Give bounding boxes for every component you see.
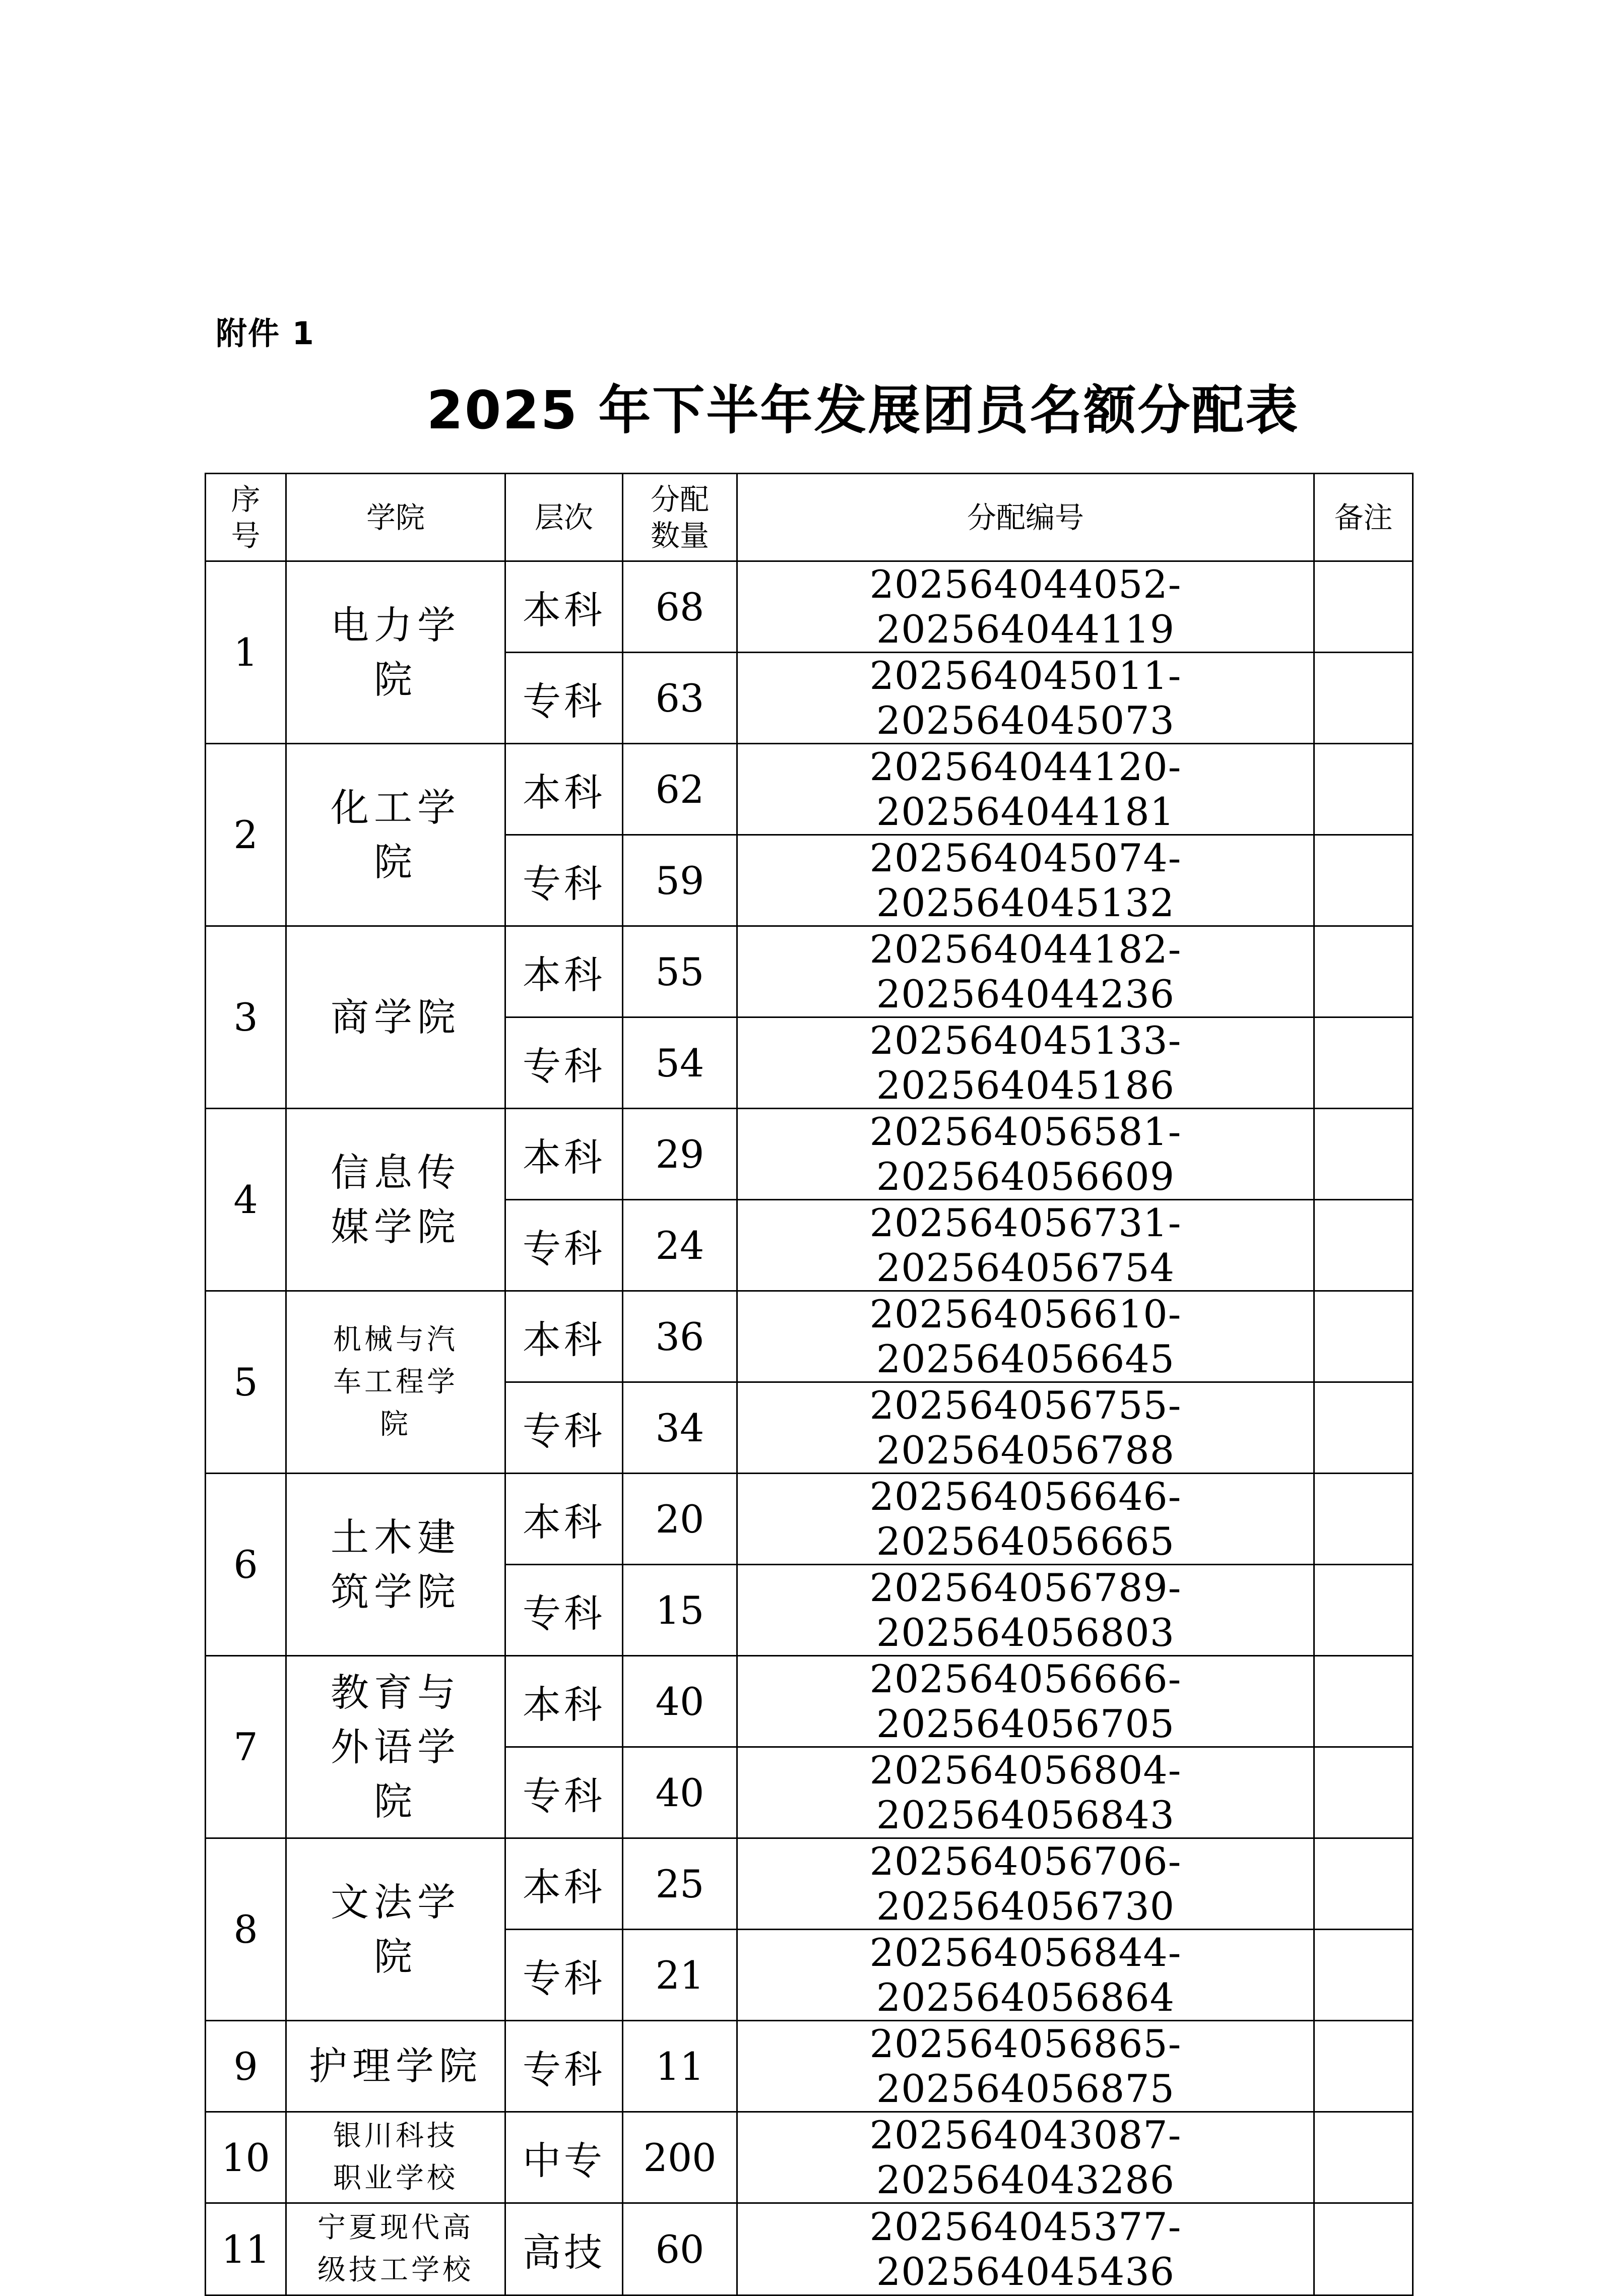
table-row <box>206 1656 1413 1747</box>
header-codes: 分配编号 <box>737 474 1314 561</box>
row-level: 本科 <box>505 926 623 1017</box>
row-level: 专科 <box>505 1747 623 1838</box>
row-level: 专科 <box>505 1930 623 2021</box>
header-college: 学院 <box>286 474 505 561</box>
allocation-table <box>205 473 1414 2296</box>
header-count: 分配数量 <box>623 474 737 561</box>
row-index: 9 <box>206 2021 286 2112</box>
row-count: 40 <box>623 1747 737 1838</box>
row-count: 60 <box>623 2203 737 2295</box>
row-index: 5 <box>206 1291 286 1474</box>
row-remark <box>1314 1109 1413 1200</box>
row-count: 62 <box>623 744 737 835</box>
table-row <box>206 926 1413 1017</box>
row-count: 59 <box>623 835 737 926</box>
row-remark <box>1314 653 1413 744</box>
row-level: 本科 <box>505 1109 623 1200</box>
table-row <box>206 2021 1413 2112</box>
row-remark <box>1314 1747 1413 1838</box>
row-codes: 202564045074-202564045132 <box>737 835 1314 926</box>
row-codes: 202564056755-202564056788 <box>737 1382 1314 1474</box>
row-codes: 202564056804-202564056843 <box>737 1747 1314 1838</box>
row-college: 土木建筑学院 <box>286 1474 505 1656</box>
row-index: 11 <box>206 2203 286 2295</box>
row-level: 本科 <box>505 561 623 653</box>
row-codes: 202564044182-202564044236 <box>737 926 1314 1017</box>
row-codes: 202564045377-202564045436 <box>737 2203 1314 2295</box>
document-title: 2025 年下半年发展团员名额分配表 <box>426 379 1300 441</box>
row-count: 55 <box>623 926 737 1017</box>
row-count: 25 <box>623 1838 737 1930</box>
row-count: 24 <box>623 1200 737 1291</box>
row-remark <box>1314 2021 1413 2112</box>
row-count: 15 <box>623 1565 737 1656</box>
row-college: 文法学院 <box>286 1838 505 2021</box>
row-level: 高技 <box>505 2203 623 2295</box>
row-index: 4 <box>206 1109 286 1291</box>
header-index: 序号 <box>206 474 286 561</box>
attachment-label: 附件 1 <box>216 315 315 352</box>
row-index: 2 <box>206 744 286 926</box>
row-college: 机械与汽车工程学院 <box>286 1291 505 1474</box>
row-count: 34 <box>623 1382 737 1474</box>
row-level: 专科 <box>505 1017 623 1109</box>
row-college: 银川科技职业学校 <box>286 2112 505 2203</box>
row-count: 54 <box>623 1017 737 1109</box>
row-codes: 202564056706-202564056730 <box>737 1838 1314 1930</box>
row-remark <box>1314 561 1413 653</box>
row-count: 200 <box>623 2112 737 2203</box>
row-index: 7 <box>206 1656 286 1838</box>
row-codes: 202564056581-202564056609 <box>737 1109 1314 1200</box>
row-remark <box>1314 1291 1413 1382</box>
row-codes: 202564056646-202564056665 <box>737 1474 1314 1565</box>
row-index: 10 <box>206 2112 286 2203</box>
row-level: 本科 <box>505 1838 623 1930</box>
row-remark <box>1314 2203 1413 2295</box>
row-codes: 202564045133-202564045186 <box>737 1017 1314 1109</box>
row-remark <box>1314 926 1413 1017</box>
row-level: 专科 <box>505 1565 623 1656</box>
row-index: 6 <box>206 1474 286 1656</box>
header-level: 层次 <box>505 474 623 561</box>
row-college: 教育与外语学院 <box>286 1656 505 1838</box>
table-row <box>206 1291 1413 1382</box>
row-index: 1 <box>206 561 286 744</box>
row-count: 63 <box>623 653 737 744</box>
row-codes: 202564056789-202564056803 <box>737 1565 1314 1656</box>
row-remark <box>1314 2112 1413 2203</box>
table-row <box>206 744 1413 835</box>
table-row <box>206 1109 1413 1200</box>
row-remark <box>1314 1474 1413 1565</box>
row-college: 商学院 <box>286 926 505 1109</box>
row-remark <box>1314 835 1413 926</box>
table-row <box>206 2203 1413 2295</box>
row-level: 专科 <box>505 835 623 926</box>
table-row <box>206 561 1413 653</box>
row-codes: 202564043087-202564043286 <box>737 2112 1314 2203</box>
row-codes: 202564056666-202564056705 <box>737 1656 1314 1747</box>
row-college: 电力学院 <box>286 561 505 744</box>
table-row <box>206 1474 1413 1565</box>
row-count: 40 <box>623 1656 737 1747</box>
row-level: 专科 <box>505 653 623 744</box>
row-college: 化工学院 <box>286 744 505 926</box>
row-level: 本科 <box>505 1474 623 1565</box>
row-remark <box>1314 1930 1413 2021</box>
row-codes: 202564056610-202564056645 <box>737 1291 1314 1382</box>
table-row <box>206 1838 1413 1930</box>
row-codes: 202564056865-202564056875 <box>737 2021 1314 2112</box>
row-codes: 202564056731-202564056754 <box>737 1200 1314 1291</box>
row-count: 36 <box>623 1291 737 1382</box>
header-row <box>206 474 1413 561</box>
row-remark <box>1314 1382 1413 1474</box>
row-codes: 202564045011-202564045073 <box>737 653 1314 744</box>
row-count: 68 <box>623 561 737 653</box>
header-remark: 备注 <box>1314 474 1413 561</box>
row-level: 专科 <box>505 1382 623 1474</box>
row-level: 中专 <box>505 2112 623 2203</box>
row-codes: 202564044052-202564044119 <box>737 561 1314 653</box>
row-codes: 202564044120-202564044181 <box>737 744 1314 835</box>
row-codes: 202564056844-202564056864 <box>737 1930 1314 2021</box>
row-remark <box>1314 1200 1413 1291</box>
row-remark <box>1314 1017 1413 1109</box>
row-count: 20 <box>623 1474 737 1565</box>
table-row <box>206 2112 1413 2203</box>
row-remark <box>1314 1656 1413 1747</box>
row-index: 3 <box>206 926 286 1109</box>
row-college: 宁夏现代高级技工学校 <box>286 2203 505 2295</box>
row-level: 专科 <box>505 1200 623 1291</box>
row-level: 本科 <box>505 1656 623 1747</box>
row-count: 29 <box>623 1109 737 1200</box>
row-level: 本科 <box>505 1291 623 1382</box>
row-level: 本科 <box>505 744 623 835</box>
row-index: 8 <box>206 1838 286 2021</box>
row-count: 21 <box>623 1930 737 2021</box>
row-remark <box>1314 1838 1413 1930</box>
row-college: 信息传媒学院 <box>286 1109 505 1291</box>
row-remark <box>1314 744 1413 835</box>
row-college: 护理学院 <box>286 2021 505 2112</box>
row-level: 专科 <box>505 2021 623 2112</box>
row-count: 11 <box>623 2021 737 2112</box>
row-remark <box>1314 1565 1413 1656</box>
